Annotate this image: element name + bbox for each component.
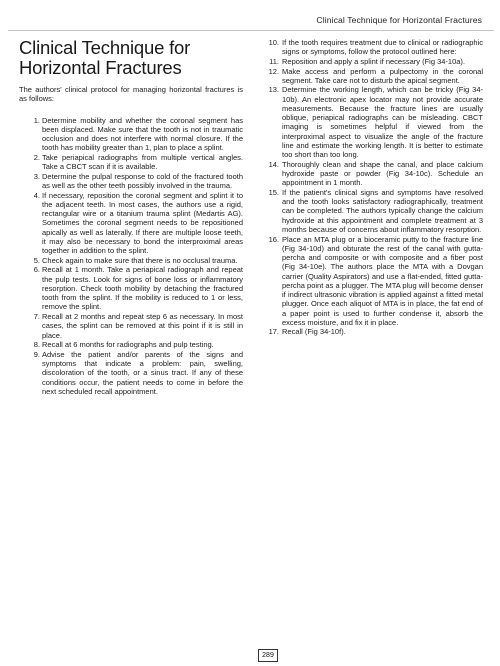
step-number: 5.	[33, 255, 40, 265]
step-number: 4.	[33, 190, 40, 200]
section-title: Clinical Technique for Horizontal Fractures	[19, 37, 191, 78]
list-item	[269, 57, 483, 66]
step-number: 17.	[268, 327, 279, 337]
step-number: 11.	[269, 56, 279, 66]
list-item	[269, 38, 483, 57]
list-item	[25, 116, 243, 153]
step-text: Take periapical radiographs from multiple vertical angles. Take a CBCT scan if it is available.	[42, 152, 243, 172]
list-item	[269, 188, 483, 234]
step-text: If the tooth requires treatment due to clinical or radiographic signs or symptoms, follow the protocol outlined here:	[282, 38, 483, 57]
step-text: Check again to make sure that there is no occlusal trauma.	[42, 255, 238, 265]
page-number: 289	[258, 649, 278, 662]
list-item	[25, 350, 243, 396]
list-item	[269, 235, 483, 328]
step-number: 14.	[268, 159, 279, 169]
step-number: 2.	[33, 152, 40, 162]
list-item	[25, 312, 243, 340]
step-number: 7.	[33, 312, 40, 322]
step-number: 16.	[268, 234, 279, 244]
step-text: If necessary, reposition the coronal segment and splint it to the adjacent teeth. In most cases, the authors use a rigid, rectangular wire or a titanium trauma splint (Medartis AG). Sometimes the coronal segment needs to be repositioned apically as well as laterally. If there are multiple loose teeth, it may also be necessary to bond the interproximal areas together in addition to the splint.	[42, 190, 243, 256]
list-item	[25, 340, 243, 349]
step-number: 10.	[268, 38, 279, 47]
step-text: Determine the pulpal response to cold of the fractured tooth as well as the other teeth possibly involved in the trauma.	[42, 171, 243, 191]
step-text: Make access and perform a pulpectomy in the coronal segment. Take care not to disturb the apical segment.	[282, 66, 483, 85]
step-text: Recall at 1 month. Take a periapical radiograph and repeat the pulp tests. Look for signs of bone loss or inflammatory resorption. Check tooth mobility by detaching the fractured tooth from the splint. If the mobility is reduced to 1 or less, remove the splint.	[42, 265, 243, 312]
step-number: 1.	[33, 115, 40, 125]
list-item	[269, 85, 483, 159]
header-rule	[8, 2, 494, 31]
left-column	[19, 38, 243, 397]
step-text: Recall (Fig 34-10f).	[282, 327, 346, 337]
step-number: 13.	[268, 85, 279, 95]
step-text: Recall at 6 months for radiographs and pulp testing.	[42, 340, 214, 350]
step-text: Reposition and apply a splint if necessary (Fig 34-10a).	[282, 56, 466, 66]
list-item	[269, 327, 483, 336]
step-number: 9.	[33, 349, 40, 359]
step-text: Place an MTA plug or a bioceramic putty to the fracture line (Fig 34-10d) and obturate the rest of the canal with gutta-percha and composite or with composite and a fiber post (Fig 34-10e). The authors place the MTA with a Dovgan carrier (Quality Aspirators) and use a flat-ended, fitted gutta-percha point as a plugger. The MTA plug will become denser if indirect ultrasonic vibration is applied against a fitted metal plugger. Once each aliquot of MTA is in place, the fat end of a paper point is used to further condense it, absorb the excess moisture, and fix it in place.	[282, 234, 483, 327]
step-text: Thoroughly clean and shape the canal, and place calcium hydroxide paste or powder (Fig 34-10c). Schedule an appointment in 1 month.	[282, 159, 483, 188]
step-text: Determine mobility and whether the coronal segment has been displaced. Make sure that the tooth is not in traumatic occlusion and does not interfere with normal closure. If the tooth has mobility greater than 1, plan to place a splint.	[42, 115, 243, 153]
step-number: 15.	[268, 187, 279, 197]
step-text: Advise the patient and/or parents of the signs and symptoms that indicate a problem: pain, swelling, discoloration of the tooth, or a sinus tract. If any of these conditions occur, the patient needs to come in before the next scheduled recall appointment.	[42, 349, 243, 396]
list-item	[25, 191, 243, 256]
step-text: Recall at 2 months and repeat step 6 as necessary. In most cases, the splint can be removed at this point if it is still in place.	[42, 312, 243, 340]
step-number: 8.	[33, 340, 40, 350]
step-text: Determine the working length, which can be tricky (Fig 34-10b). An electronic apex locator may not provide accurate measurements. Because the fracture lines are usually oblique, periapical radiographs can be misleading. CBCT imaging is sometimes helpful if viewed from the interproximal aspect to visualize the angle of the fracture line and estimate the working length. It is better to estimate too short than too long.	[282, 85, 483, 160]
step-number: 12.	[268, 66, 279, 76]
running-head: Clinical Technique for Horizontal Fractures	[316, 15, 482, 25]
right-column	[269, 38, 483, 337]
step-number: 6.	[33, 265, 40, 275]
list-item	[269, 160, 483, 188]
step-text: If the patient's clinical signs and symptoms have resolved and the tooth looks satisfactory radiographically, treatment can be completed. The authors typically change the calcium hydroxide at this appointment and complete treatment at 3 months because of concerns about inflammatory resorption.	[282, 187, 483, 234]
step-number: 3.	[33, 171, 40, 181]
list-item	[25, 265, 243, 311]
intro-paragraph: The authors' clinical protocol for managing horizontal fractures is as follows:	[19, 85, 243, 104]
list-item	[25, 256, 243, 265]
steps-list-right	[269, 38, 483, 337]
list-item	[269, 67, 483, 86]
steps-list-left	[19, 116, 243, 397]
list-item	[25, 172, 243, 191]
list-item	[25, 153, 243, 172]
